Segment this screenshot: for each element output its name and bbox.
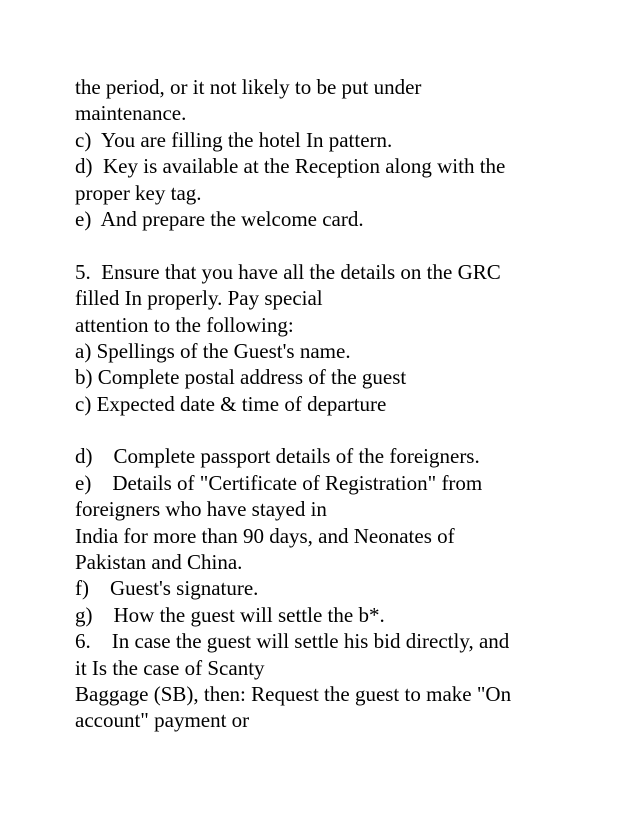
text-line: foreigners who have stayed in	[75, 497, 327, 522]
text-line: Pakistan and China.	[75, 550, 243, 575]
text-line: maintenance.	[75, 101, 187, 126]
text-line: it Is the case of Scanty	[75, 655, 265, 680]
blank-line	[75, 417, 575, 443]
text-line: 5. Ensure that you have all the details on the GRC	[75, 259, 501, 284]
text-line: the period, or it not likely to be put under	[75, 75, 422, 99]
text-line: filled In properly. Pay special	[75, 286, 323, 311]
document-text	[75, 74, 575, 734]
text-line: e) Details of "Certificate of Registration" from	[75, 470, 483, 495]
text-line: g) How the guest will settle the b*.	[75, 602, 385, 627]
text-line: 6. In case the guest will settle his bid directly, and	[75, 629, 510, 654]
text-line: account" payment or	[75, 708, 250, 733]
text-line: b) Complete postal address of the guest	[75, 365, 407, 390]
text-line: d) Complete passport details of the foreigners.	[75, 444, 480, 469]
text-line: e) And prepare the welcome card.	[75, 206, 364, 231]
text-line: proper key tag.	[75, 180, 202, 205]
text-line: c) You are filling the hotel In pattern.	[75, 127, 393, 152]
text-line: Baggage (SB), then: Request the guest to make "On	[75, 681, 512, 706]
blank-line	[75, 232, 575, 258]
text-line: India for more than 90 days, and Neonates of	[75, 523, 455, 548]
text-line: d) Key is available at the Reception along with the	[75, 154, 506, 179]
text-line: f) Guest's signature.	[75, 576, 259, 601]
text-line: c) Expected date & time of departure	[75, 391, 387, 416]
text-line: attention to the following:	[75, 312, 294, 337]
text-line: a) Spellings of the Guest's name.	[75, 338, 351, 363]
